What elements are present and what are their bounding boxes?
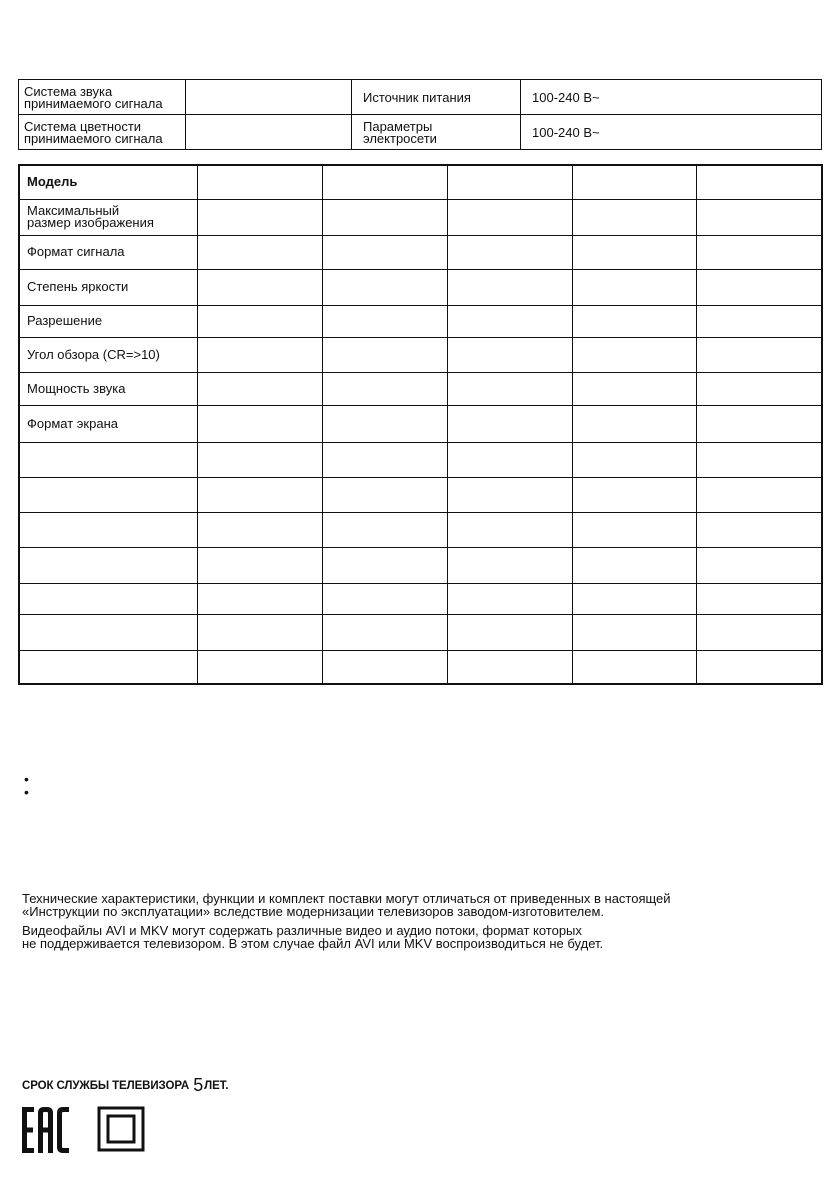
table-cell bbox=[572, 405, 696, 442]
table-row bbox=[19, 650, 822, 684]
table-row bbox=[19, 547, 822, 583]
mains-params-value: 100-240 В~ bbox=[521, 115, 822, 150]
double-insulation-icon bbox=[97, 1106, 145, 1152]
table-cell bbox=[572, 547, 696, 583]
table-cell bbox=[322, 372, 447, 405]
table-cell bbox=[572, 477, 696, 512]
table-row bbox=[19, 583, 822, 614]
eac-mark-icon bbox=[22, 1107, 70, 1153]
table-cell bbox=[572, 372, 696, 405]
power-table-row bbox=[19, 115, 822, 150]
table-cell bbox=[322, 650, 447, 684]
row-label: Максимальный размер изображения bbox=[19, 199, 197, 235]
spec-table bbox=[18, 164, 823, 685]
table-cell bbox=[572, 165, 696, 199]
table-cell bbox=[572, 235, 696, 269]
table-cell bbox=[197, 269, 322, 305]
table-cell bbox=[696, 442, 822, 477]
row-label bbox=[19, 442, 197, 477]
table-cell bbox=[447, 165, 572, 199]
table-cell bbox=[197, 305, 322, 337]
table-cell bbox=[572, 337, 696, 372]
table-cell bbox=[447, 477, 572, 512]
table-cell bbox=[696, 199, 822, 235]
table-cell bbox=[197, 405, 322, 442]
table-row bbox=[19, 405, 822, 442]
table-cell bbox=[572, 305, 696, 337]
table-cell bbox=[447, 512, 572, 547]
table-cell bbox=[696, 337, 822, 372]
note-avi-mkv: Видеофайлы AVI и MKV могут содержать различные видео и аудио потоки, формат которых не поддерживается телевизором. В этом случае файл AVI или MKV воспроизводиться не будет. bbox=[22, 923, 604, 951]
table-cell bbox=[696, 547, 822, 583]
table-cell bbox=[322, 269, 447, 305]
row-label: Разрешение bbox=[19, 305, 197, 337]
table-cell bbox=[572, 650, 696, 684]
table-cell bbox=[322, 305, 447, 337]
table-cell bbox=[696, 269, 822, 305]
table-cell bbox=[572, 614, 696, 650]
bullet: • bbox=[24, 784, 29, 800]
table-cell bbox=[197, 477, 322, 512]
table-cell bbox=[322, 235, 447, 269]
table-cell bbox=[197, 372, 322, 405]
table-cell bbox=[197, 235, 322, 269]
table-row bbox=[19, 269, 822, 305]
color-system-value bbox=[186, 115, 352, 150]
table-cell bbox=[572, 583, 696, 614]
table-cell bbox=[447, 372, 572, 405]
table-cell bbox=[197, 547, 322, 583]
table-cell bbox=[447, 305, 572, 337]
table-cell bbox=[322, 614, 447, 650]
table-row bbox=[19, 235, 822, 269]
table-row bbox=[19, 337, 822, 372]
table-row bbox=[19, 165, 822, 199]
table-cell bbox=[197, 442, 322, 477]
table-cell bbox=[322, 442, 447, 477]
table-cell bbox=[197, 614, 322, 650]
table-cell bbox=[447, 269, 572, 305]
row-label: Формат сигнала bbox=[19, 235, 197, 269]
row-label bbox=[19, 477, 197, 512]
row-label: Степень яркости bbox=[19, 269, 197, 305]
table-cell bbox=[197, 337, 322, 372]
mains-params-label: Параметры электросети bbox=[352, 115, 521, 150]
row-label: Формат экрана bbox=[19, 405, 197, 442]
table-cell bbox=[447, 650, 572, 684]
row-label bbox=[19, 614, 197, 650]
table-cell bbox=[197, 512, 322, 547]
table-cell bbox=[447, 614, 572, 650]
bullet-list bbox=[24, 773, 29, 799]
table-cell bbox=[696, 583, 822, 614]
table-cell bbox=[696, 650, 822, 684]
table-cell bbox=[197, 199, 322, 235]
table-cell bbox=[447, 337, 572, 372]
table-cell bbox=[572, 512, 696, 547]
table-row bbox=[19, 512, 822, 547]
row-label bbox=[19, 650, 197, 684]
table-cell bbox=[572, 269, 696, 305]
table-cell bbox=[572, 199, 696, 235]
table-cell bbox=[696, 512, 822, 547]
table-cell bbox=[197, 583, 322, 614]
table-row bbox=[19, 614, 822, 650]
table-cell bbox=[447, 583, 572, 614]
table-cell bbox=[696, 477, 822, 512]
row-label: Модель bbox=[19, 165, 197, 199]
table-row bbox=[19, 372, 822, 405]
table-cell bbox=[322, 405, 447, 442]
table-cell bbox=[322, 477, 447, 512]
table-cell bbox=[322, 547, 447, 583]
row-label: Угол обзора (CR=>10) bbox=[19, 337, 197, 372]
table-cell bbox=[696, 235, 822, 269]
power-table bbox=[18, 79, 822, 150]
table-cell bbox=[447, 199, 572, 235]
service-life-years: 5 bbox=[193, 1075, 204, 1095]
table-cell bbox=[572, 442, 696, 477]
sound-system-label: Система звука принимаемого сигнала bbox=[19, 80, 186, 115]
table-cell bbox=[447, 442, 572, 477]
table-cell bbox=[696, 305, 822, 337]
power-source-label: Источник питания bbox=[352, 80, 521, 115]
table-cell bbox=[322, 583, 447, 614]
table-cell bbox=[696, 372, 822, 405]
bullet: • bbox=[24, 771, 29, 787]
sound-system-value bbox=[186, 80, 352, 115]
table-cell bbox=[447, 547, 572, 583]
power-table-row bbox=[19, 80, 822, 115]
table-cell bbox=[696, 614, 822, 650]
table-row bbox=[19, 305, 822, 337]
service-life-suffix: ЛЕТ. bbox=[204, 1080, 229, 1092]
table-cell bbox=[197, 650, 322, 684]
table-cell bbox=[322, 337, 447, 372]
notes bbox=[22, 893, 782, 957]
service-life-prefix: СРОК СЛУЖБЫ ТЕЛЕВИЗОРА bbox=[22, 1080, 190, 1092]
row-label bbox=[19, 547, 197, 583]
service-life bbox=[22, 1075, 228, 1096]
table-cell bbox=[322, 165, 447, 199]
table-cell bbox=[696, 405, 822, 442]
table-row bbox=[19, 442, 822, 477]
table-cell bbox=[322, 199, 447, 235]
table-cell bbox=[447, 235, 572, 269]
table-cell bbox=[322, 512, 447, 547]
table-cell bbox=[696, 165, 822, 199]
row-label bbox=[19, 583, 197, 614]
color-system-label: Система цветности принимаемого сигнала bbox=[19, 115, 186, 150]
row-label: Мощность звука bbox=[19, 372, 197, 405]
note-specs-disclaimer: Технические характеристики, функции и комплект поставки могут отличаться от приведенных в настоящей «Инструкции по эксплуатации» вследствие модернизации телевизоров заводом-изготовителем. bbox=[22, 891, 671, 919]
table-row bbox=[19, 199, 822, 235]
table-cell bbox=[197, 165, 322, 199]
table-row bbox=[19, 477, 822, 512]
table-cell bbox=[447, 405, 572, 442]
row-label bbox=[19, 512, 197, 547]
power-source-value: 100-240 В~ bbox=[521, 80, 822, 115]
